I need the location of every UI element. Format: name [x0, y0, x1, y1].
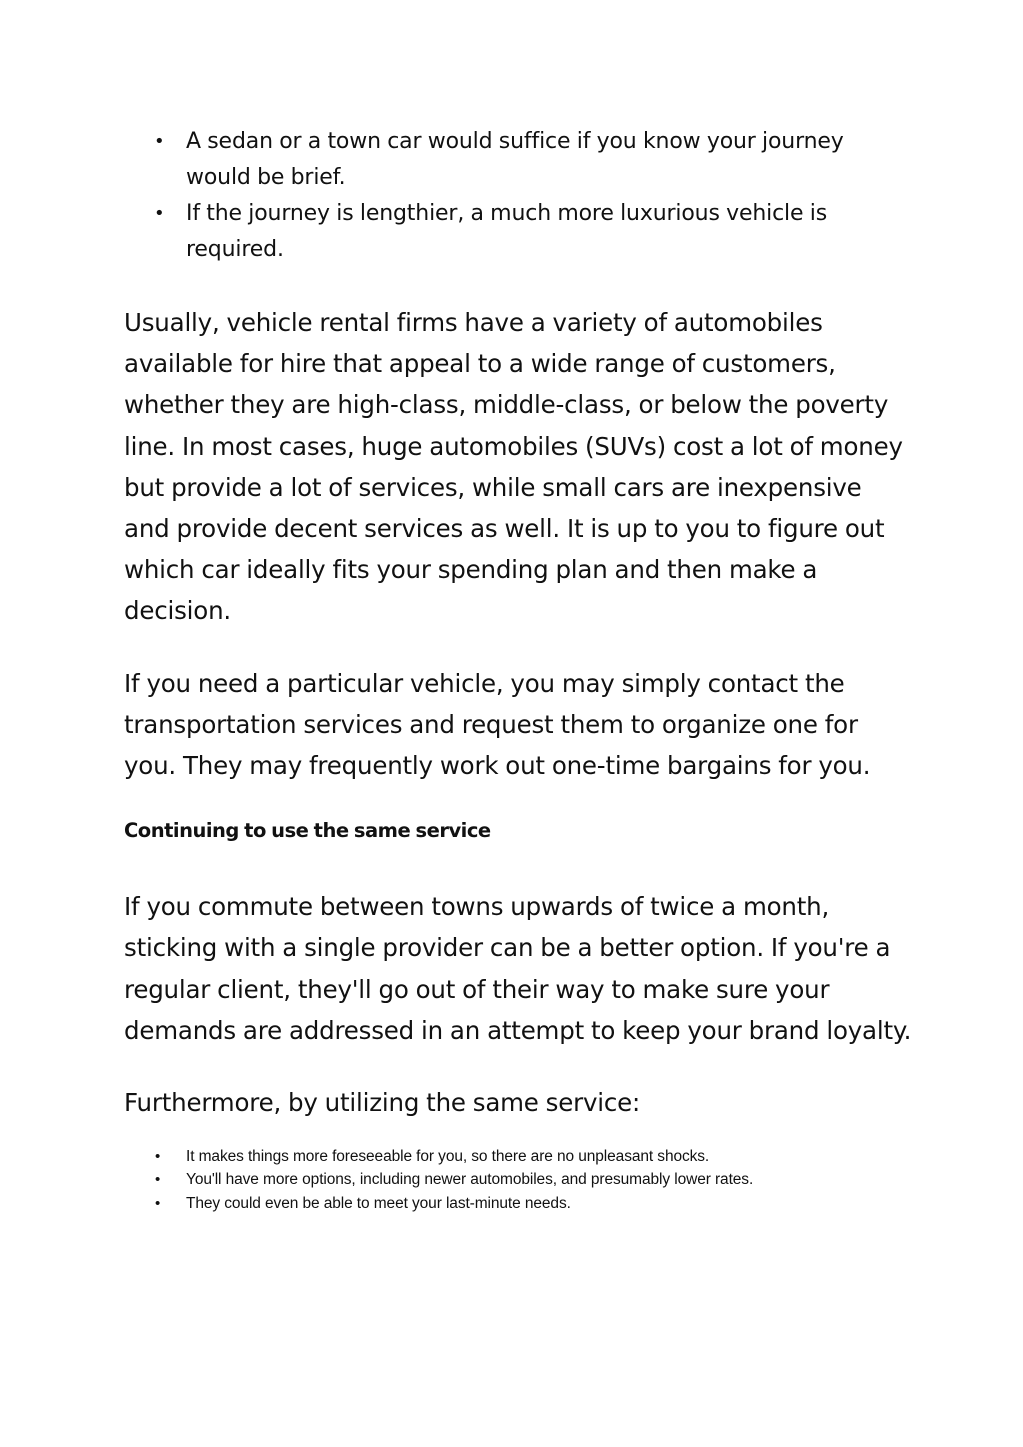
paragraph-particular-vehicle: If you need a particular vehicle, you may simply contact the transportation services and request them to organize one for you. They may frequently work out one-time bargains for you.	[124, 668, 871, 781]
intro-bullet-list	[124, 124, 914, 268]
list-item: • If the journey is lengthier, a much more luxurious vehicle is required.	[124, 196, 914, 268]
list-item: • A sedan or a town car would suffice if you know your journey would be brief.	[124, 124, 914, 196]
document-body	[124, 124, 914, 1215]
benefits-bullet-list	[124, 1145, 914, 1215]
paragraph-vehicle-rental-variety: Usually, vehicle rental firms have a variety of automobiles available for hire that appeal to a wide range of customers, whether they are high-class, middle-class, or below the poverty line. In most cases, huge automobiles (SUVs) cost a lot of money but provide a lot of services, while small cars are inexpensive and provide decent services as well. It is up to you to figure out which car ideally fits your spending plan and then make a decision.	[124, 308, 903, 626]
list-item: • It makes things more foreseeable for you, so there are no unpleasant shocks.	[124, 1145, 914, 1168]
paragraph-same-service-intro: Furthermore, by utilizing the same service:	[124, 1088, 641, 1118]
paragraph-commute-provider: If you commute between towns upwards of twice a month, sticking with a single provider can be a better option. If you're a regular client, they'll go out of their way to make sure your demands are addressed in an attempt to keep your brand loyalty.	[124, 892, 912, 1045]
section-heading: Continuing to use the same service	[124, 819, 491, 843]
list-item: • They could even be able to meet your last-minute needs.	[124, 1192, 914, 1215]
list-item: • You'll have more options, including newer automobiles, and presumably lower rates.	[124, 1168, 914, 1191]
